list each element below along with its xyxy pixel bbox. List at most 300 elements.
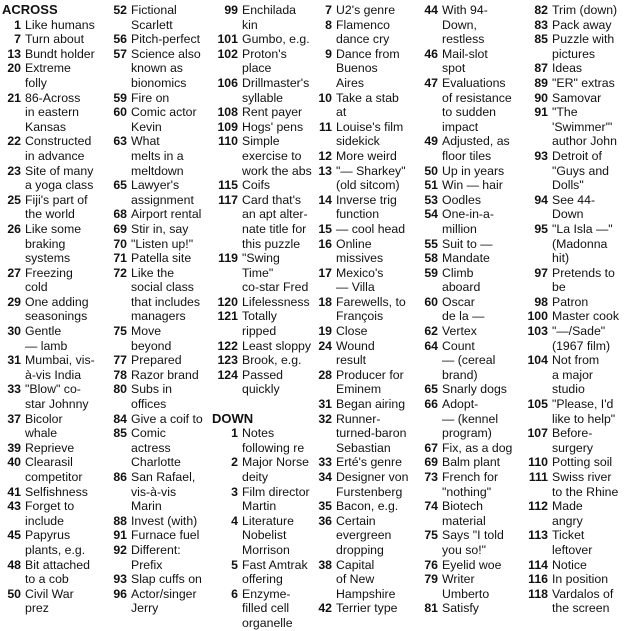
clue-number: 101 [217, 32, 238, 47]
clue-text: Certain evergreen dropping [336, 513, 392, 557]
clue-text: Take a stab at [336, 90, 399, 120]
clue-entry [108, 528, 210, 543]
clue-number: 38 [318, 557, 332, 572]
clue-text: Trim (down) [552, 3, 618, 17]
clue-number: 104 [527, 353, 548, 368]
clue-number: 19 [318, 324, 332, 339]
clue-number: 10 [318, 90, 332, 105]
clue-text: Online missives [336, 236, 384, 266]
clue-number: 52 [113, 3, 127, 17]
clue-text: Designer von Furstenberg [336, 470, 409, 499]
clue-entry [2, 47, 106, 62]
clue-entry [2, 266, 106, 295]
clue-entry [419, 601, 521, 616]
clue-text: Enchilada kin [242, 3, 297, 32]
clue-entry [2, 441, 106, 456]
clue-text: Climb aboard [442, 265, 481, 295]
clue-number: 56 [113, 32, 127, 47]
clue-number: 91 [534, 105, 548, 120]
clue-text: Flamenco dance cry [336, 17, 390, 47]
clue-text: More weird [336, 148, 397, 163]
clue-number: 6 [231, 586, 238, 601]
clue-number: 12 [318, 148, 332, 163]
clue-text: Simple exercise to work the abs [242, 134, 312, 178]
clue-number: 69 [113, 221, 127, 236]
clue-entry [313, 295, 417, 324]
clue-entry [108, 266, 210, 324]
clue-entry [2, 18, 106, 33]
clue-number: 112 [528, 499, 548, 514]
clue-number: 88 [113, 513, 127, 528]
clue-number: 121 [217, 309, 238, 324]
clue-entry [108, 237, 210, 252]
clue-number: 46 [424, 46, 438, 61]
clue-entry [313, 91, 417, 120]
clue-text: Comic actress Charlotte [131, 426, 181, 470]
clue-text: "Please, I'd like to help" [552, 397, 616, 426]
clue-text: Satisfy [442, 601, 479, 616]
clue-text: Oscar de la — [442, 294, 485, 324]
clue-number: 87 [534, 61, 548, 76]
clue-text: "— Sharkey" (old sitcom) [336, 163, 406, 193]
clue-entry [419, 339, 521, 383]
clue-entry [108, 572, 210, 587]
clue-entry [212, 178, 312, 193]
clue-number: 92 [113, 542, 127, 557]
clue-entry [2, 324, 106, 353]
clue-text: Vertex [442, 324, 477, 339]
clue-number: 37 [7, 411, 21, 426]
clue-entry [522, 266, 624, 295]
clue-entry [212, 514, 312, 558]
clue-entry [212, 134, 312, 178]
clue-number: 5 [231, 557, 238, 572]
clue-text: Passed quickly [242, 367, 284, 397]
clue-number: 107 [527, 426, 548, 441]
clue-number: 14 [318, 192, 332, 207]
clue-text: "Blow" co- star Johnny [25, 382, 89, 412]
clue-entry [2, 528, 106, 557]
clue-text: Lifelessness [242, 294, 310, 309]
clue-number: 110 [528, 455, 548, 470]
clue-entry [2, 193, 106, 222]
clue-entry [419, 164, 521, 179]
clue-entry [108, 91, 210, 106]
clue-text: Clearasil competitor [25, 455, 83, 484]
clue-column-2 [108, 3, 210, 616]
clue-entry [212, 309, 312, 338]
clue-number: 105 [527, 397, 548, 412]
clue-text: Film director Martin [242, 484, 310, 514]
clue-entry [419, 266, 521, 295]
clue-number: 60 [424, 294, 438, 309]
clue-number: 77 [113, 353, 127, 368]
clue-number: 70 [113, 236, 127, 251]
clue-entry [313, 470, 417, 499]
clue-entry [108, 382, 210, 411]
clue-number: 114 [528, 557, 548, 572]
clue-number: 45 [7, 528, 21, 543]
clue-entry [419, 455, 521, 470]
clue-text: Ideas [552, 61, 583, 76]
clue-number: 13 [7, 46, 21, 61]
clue-number: 4 [231, 513, 238, 528]
clue-text: Mexico's — Villa [336, 265, 384, 295]
clue-text: Like the social class that includes managers [131, 265, 201, 324]
clue-text: Science also known as bionomics [131, 46, 201, 90]
clue-text: Airport rental [131, 207, 202, 222]
clue-text: 86-Across in eastern Kansas [25, 90, 81, 134]
clue-text: In position [552, 572, 609, 587]
across-heading: ACROSS [2, 2, 58, 17]
clue-number: 16 [318, 236, 332, 251]
clue-number: 97 [534, 265, 548, 280]
clue-number: 41 [7, 484, 21, 499]
clue-text: Papyrus plants, e.g. [25, 528, 86, 557]
clue-number: 118 [528, 586, 548, 601]
clue-text: Inverse trig function [336, 192, 397, 222]
clue-text: Eyelid woe [442, 557, 502, 572]
clue-text: Constructed in advance [25, 134, 92, 163]
clue-number: 80 [113, 382, 127, 397]
clue-text: Notice [552, 557, 587, 572]
clue-text: Up in years [442, 163, 505, 178]
clue-entry [108, 105, 210, 134]
clue-number: 65 [424, 382, 438, 397]
clue-text: Slap cuffs on [131, 572, 202, 587]
clue-number: 34 [318, 470, 332, 484]
clue-number: 1 [14, 17, 21, 32]
clue-text: Began airing [336, 397, 406, 412]
clue-text: Gentle — lamb [25, 324, 68, 353]
clue-text: Not from a major studio [552, 353, 600, 397]
clue-text: Bit attached to a cob [25, 557, 90, 587]
clue-number: 64 [424, 338, 438, 353]
clue-entry [2, 295, 106, 324]
clue-text: Swiss river to the Rhine [552, 470, 619, 499]
clue-number: 82 [534, 3, 548, 17]
clue-number: 66 [424, 397, 438, 412]
clue-number: 47 [424, 75, 438, 90]
clue-text: Runner- turned-baron Sebastian [336, 411, 407, 455]
clue-text: Producer for Eminem [336, 367, 404, 397]
clue-entry [419, 382, 521, 397]
clue-number: 123 [217, 353, 238, 368]
clue-entry [212, 120, 312, 135]
clue-number: 24 [318, 338, 332, 353]
clue-number: 7 [325, 3, 332, 17]
clue-text: Samovar [552, 90, 602, 105]
clue-number: 3 [231, 484, 238, 499]
clue-number: 20 [7, 61, 21, 76]
clue-text: Snarly dogs [442, 382, 507, 397]
clue-number: 68 [113, 207, 127, 222]
clue-text: Biotech material [442, 499, 486, 528]
clue-text: Brook, e.g. [242, 353, 302, 368]
clue-number: 60 [113, 105, 127, 120]
clue-entry [419, 134, 521, 163]
clue-entry [313, 266, 417, 295]
clue-entry [108, 178, 210, 207]
clue-number: 93 [534, 148, 548, 163]
clue-entry [313, 601, 417, 616]
clue-entry [522, 222, 624, 266]
clue-number: 103 [527, 324, 548, 339]
clue-number: 99 [224, 3, 238, 17]
clue-entry [108, 426, 210, 470]
clue-number: 79 [424, 572, 438, 587]
clue-text: "Listen up!" [131, 236, 194, 251]
clue-text: Pretends to be [552, 265, 615, 295]
clue-text: Capital of New Hampshire [336, 557, 396, 601]
clue-entry [108, 47, 210, 91]
clue-entry [419, 3, 521, 47]
clue-entry [108, 207, 210, 222]
clue-entry [419, 251, 521, 266]
clue-text: Enzyme- filled cell organelle [242, 586, 293, 630]
clue-entry [313, 412, 417, 456]
clue-text: Dance from Buenos Aires [336, 46, 400, 90]
clue-number: 89 [534, 75, 548, 90]
clue-text: Major Norse deity [242, 455, 309, 484]
clue-entry [313, 455, 417, 470]
clue-number: 75 [113, 324, 127, 339]
clue-number: 72 [113, 265, 127, 280]
clue-entry [212, 193, 312, 251]
clue-text: Extreme folly [25, 61, 71, 90]
clue-number: 111 [528, 470, 548, 484]
clue-text: One-in-a- million [442, 207, 494, 236]
clue-number: 90 [534, 90, 548, 105]
clue-text: Selfishness [25, 484, 88, 499]
clue-entry [522, 105, 624, 149]
clue-text: Different: Prefix [131, 542, 181, 572]
clue-text: Mumbai, vis- à-vis India [25, 353, 95, 382]
clue-text: Farewells, to François [336, 294, 406, 324]
clue-text: Master cook [552, 309, 619, 324]
clue-number: 119 [218, 251, 238, 266]
clue-entry [2, 134, 106, 163]
clue-entry [313, 514, 417, 558]
clue-entry [522, 149, 624, 193]
clue-entry [313, 558, 417, 602]
clue-text: Fictional Scarlett [131, 3, 177, 32]
clue-text: Prepared [131, 353, 182, 368]
clue-entry [522, 18, 624, 33]
clue-text: Invest (with) [131, 513, 198, 528]
clue-text: Patron [552, 294, 589, 309]
clue-number: 108 [217, 105, 238, 120]
clue-entry [2, 499, 106, 528]
clue-number: 85 [534, 32, 548, 47]
clue-number: 30 [7, 324, 21, 339]
clue-entry [313, 324, 417, 339]
clue-number: 117 [218, 192, 238, 207]
clue-entry [313, 18, 417, 47]
clue-number: 113 [528, 528, 548, 543]
clue-text: Mandate [442, 251, 490, 266]
clue-text: — cool head [336, 221, 406, 236]
clue-entry [313, 193, 417, 222]
clue-entry [313, 164, 417, 193]
clue-number: 48 [7, 557, 21, 572]
clue-number: 50 [7, 586, 21, 601]
clue-column-5 [419, 3, 521, 616]
clue-number: 55 [424, 236, 438, 251]
clue-entry [108, 134, 210, 178]
clue-number: 9 [325, 46, 332, 61]
clue-number: 71 [113, 251, 127, 266]
clue-number: 59 [113, 90, 127, 105]
clue-number: 2 [231, 455, 238, 470]
clue-entry [522, 61, 624, 76]
clue-text: French for "nothing" [442, 470, 499, 499]
clue-text: "—/Sade" (1967 film) [552, 324, 611, 353]
clue-entry [419, 178, 521, 193]
clue-entry [522, 295, 624, 310]
clue-entry [522, 455, 624, 470]
clue-entry [522, 353, 624, 397]
clue-entry [522, 76, 624, 91]
clue-number: 86 [113, 470, 127, 484]
clue-entry [522, 528, 624, 557]
clue-number: 28 [318, 367, 332, 382]
clue-text: Totally ripped [242, 309, 277, 339]
clue-entry [212, 76, 312, 105]
clue-text: Mail-slot spot [442, 46, 488, 76]
clue-entry [313, 499, 417, 514]
clue-entry [212, 47, 312, 76]
clue-text: Patella site [131, 251, 192, 266]
clue-text: Freezing cold [25, 265, 73, 295]
clue-text: Evaluations of resistance to sudden impact [442, 75, 512, 134]
clue-entry [108, 222, 210, 237]
clue-number: 124 [217, 367, 238, 382]
clue-number: 102 [217, 46, 238, 61]
clue-number: 17 [318, 265, 332, 280]
section-spacer [212, 397, 312, 412]
clue-entry [313, 149, 417, 164]
clue-text: Gumbo, e.g. [242, 32, 310, 47]
clue-text: Card that's an apt alter- nate title for this puzzle [242, 192, 308, 251]
clue-text: Balm plant [442, 455, 501, 470]
clue-entry [313, 237, 417, 266]
clue-text: Louise's film sidekick [336, 119, 404, 149]
clue-text: Writer Umberto [442, 572, 490, 601]
clue-number: 95 [534, 221, 548, 236]
clue-entry [522, 32, 624, 61]
clue-column-3 [212, 3, 312, 631]
clue-text: Fire on [131, 90, 170, 105]
clue-text: Pack away [552, 17, 612, 32]
clue-number: 73 [424, 470, 438, 484]
clue-text: Reprieve [25, 440, 75, 455]
clue-text: Proton's place [242, 46, 287, 76]
clue-entry [313, 3, 417, 18]
clue-number: 75 [424, 528, 438, 543]
clue-text: Like some braking systems [25, 221, 82, 266]
clue-number: 67 [424, 440, 438, 455]
clue-entry [419, 193, 521, 208]
clue-entry [522, 587, 624, 616]
clue-text: Potting soil [552, 455, 613, 470]
clue-entry [2, 61, 106, 90]
clue-entry [108, 32, 210, 47]
clue-number: 31 [7, 353, 21, 368]
clue-number: 62 [424, 324, 438, 339]
clue-number: 31 [318, 397, 332, 412]
clue-number: 22 [7, 134, 21, 149]
clue-number: 35 [318, 499, 332, 514]
clue-number: 83 [534, 17, 548, 32]
clue-text: Terrier type [336, 601, 398, 616]
clue-entry [313, 368, 417, 397]
clue-entry [419, 47, 521, 76]
clue-entry [522, 397, 624, 426]
clue-number: 58 [424, 251, 438, 266]
clue-entry [2, 455, 106, 484]
clue-text: Subs in offices [131, 382, 173, 412]
clue-text: Bicolor whale [25, 411, 63, 441]
clue-text: Vardalos of the screen [552, 586, 614, 616]
clue-text: Pitch-perfect [131, 32, 201, 47]
clue-number: 1 [231, 426, 238, 441]
clue-text: Fix, as a dog [442, 440, 513, 455]
clue-number: 122 [217, 338, 238, 353]
clue-text: Wound result [336, 338, 375, 368]
clue-number: 36 [318, 513, 332, 528]
clue-text: Fast Amtrak offering [242, 557, 308, 587]
clue-text: Turn about [25, 32, 85, 47]
clue-text: Furnace fuel [131, 528, 200, 543]
clue-entry [212, 105, 312, 120]
clue-entry [108, 412, 210, 427]
clue-entry [2, 91, 106, 135]
clue-entry [108, 514, 210, 529]
clue-entry [2, 222, 106, 266]
clue-entry [419, 397, 521, 441]
clue-number: 11 [319, 119, 332, 134]
clue-text: Ticket leftover [552, 528, 593, 557]
clue-text: "La Isla —" (Madonna hit) [552, 221, 613, 266]
clue-text: "The 'Swimmer'" author John [552, 105, 617, 149]
clue-number: 44 [424, 3, 438, 17]
clue-entry [2, 587, 106, 616]
clue-text: Hogs' pens [242, 119, 304, 134]
clue-entry [2, 558, 106, 587]
clue-number: 85 [113, 426, 127, 441]
clue-column-4 [313, 3, 417, 616]
clue-entry [522, 558, 624, 573]
clue-text: What melts in a meltdown [131, 134, 184, 178]
clue-entry [2, 382, 106, 411]
clue-entry [419, 207, 521, 236]
clue-text: Lawyer's assignment [131, 178, 194, 207]
clue-entry [313, 120, 417, 149]
clue-text: Close [336, 324, 368, 339]
clue-text: Made angry [552, 499, 583, 528]
clue-entry [419, 558, 521, 573]
clue-text: Erté's genre [336, 455, 402, 470]
clue-number: 32 [318, 411, 332, 426]
clue-entry [108, 353, 210, 368]
clue-entry [522, 426, 624, 455]
clue-number: 13 [318, 163, 332, 178]
clue-text: Win — hair [442, 178, 503, 193]
clue-number: 91 [113, 528, 127, 543]
clue-text: Least sloppy [242, 338, 312, 353]
clue-number: 65 [113, 178, 127, 193]
